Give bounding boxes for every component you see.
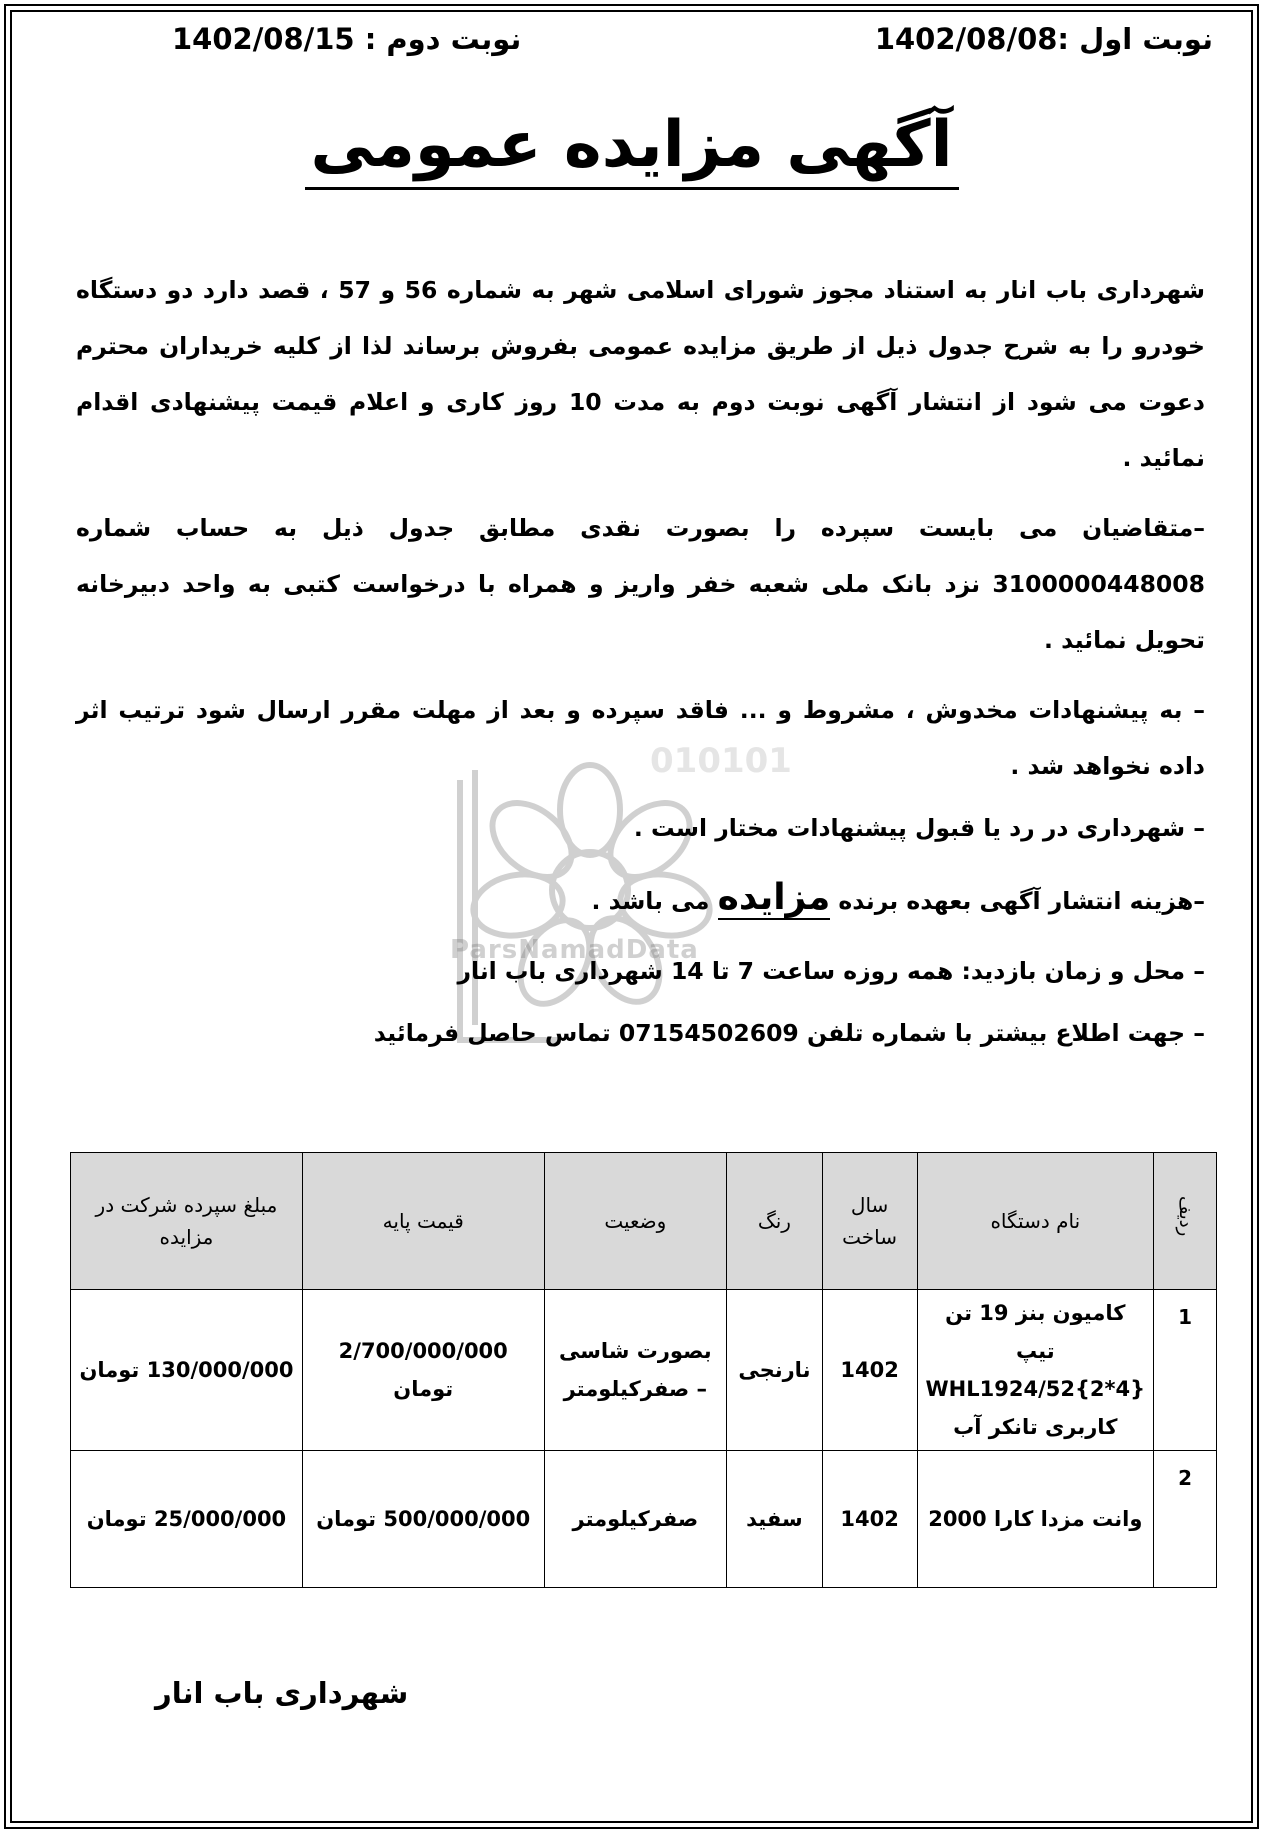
row-name: وانت مزدا کارا 2000: [917, 1451, 1154, 1588]
header-name: نام دستگاه: [917, 1153, 1154, 1290]
paragraph-visit: – محل و زمان بازدید: همه روزه ساعت 7 تا 14 شهرداری باب انار: [457, 957, 1205, 985]
table-row: [71, 1290, 1217, 1451]
cost-text-before: –هزینه انتشار آگهی بعهده برنده: [830, 887, 1205, 915]
row-color: سفید: [727, 1451, 823, 1588]
watermark-brand: ParsNamadData: [450, 935, 699, 965]
row-base-price: 2/700/000/000 تومان: [302, 1290, 544, 1451]
header-status: وضعیت: [544, 1153, 727, 1290]
row-year: 1402: [822, 1451, 917, 1588]
row-status: بصورت شاسی – صفرکیلومتر: [544, 1290, 727, 1451]
table-header-row: [71, 1153, 1217, 1290]
header-base-price: قیمت پایه: [302, 1153, 544, 1290]
row-index: 1: [1154, 1290, 1217, 1451]
paragraph-cost: [76, 870, 1205, 929]
row-status: صفرکیلومتر: [544, 1451, 727, 1588]
paragraph-deposit: –متقاضیان می بایست سپرده را بصورت نقدی مطابق جدول ذیل به حساب شماره 3100000448008 نزد بانک ملی شعبه خفر واریز و همراه با درخواست کتبی به واحد دبیرخانه تحویل نمائید .: [76, 514, 1205, 654]
first-notice-date: نوبت اول :1402/08/08: [874, 22, 1213, 56]
header-index: ردیف: [1154, 1153, 1217, 1290]
notice-body: [76, 262, 1205, 1067]
paragraph-intro: شهرداری باب انار به استناد مجوز شورای اسلامی شهر به شماره 56 و 57 ، قصد دارد دو دستگاه خودرو را به شرح جدول ذیل از طریق مزایده عمومی بفروش برساند لذا از کلیه خریداران محترم دعوت می شود از انتشار آگهی نوبت دوم به مدت 10 روز کاری و اعلام قیمت پیشنهادی اقدام نمائید .: [76, 276, 1205, 472]
row-index: 2: [1154, 1451, 1217, 1588]
second-notice-date: نوبت دوم : 1402/08/15: [172, 22, 522, 56]
table-row: [71, 1451, 1217, 1588]
watermark-digits: 010101: [650, 741, 792, 781]
auction-table: [70, 1152, 1217, 1588]
signature: شهرداری باب انار: [155, 1676, 409, 1710]
row-color: نارنجی: [727, 1290, 823, 1451]
row-base-price: 500/000/000 تومان: [302, 1451, 544, 1588]
page-title: [0, 108, 1263, 190]
notice-dates: [50, 22, 1213, 72]
header-deposit: مبلغ سپرده شرکت در مزایده: [71, 1153, 303, 1290]
cost-text-after: می باشد .: [591, 887, 718, 915]
header-year: سال ساخت: [822, 1153, 917, 1290]
paragraph-contact: – جهت اطلاع بیشتر با شماره تلفن 07154502609 تماس حاصل فرمائید: [373, 1019, 1205, 1047]
row-deposit: 130/000/000 تومان: [71, 1290, 303, 1451]
row-name: کامیون بنز 19 تن تیپ WHL1924/52{2*4} کاربری تانکر آب: [917, 1290, 1154, 1451]
cost-big-word: مزایده: [717, 877, 831, 918]
paragraph-invalid-bids: – به پیشنهادات مخدوش ، مشروط و ... فاقد سپرده و بعد از مهلت مقرر ارسال شود ترتیب اثر داده نخواهد شد .: [76, 696, 1205, 780]
row-deposit: 25/000/000 تومان: [71, 1451, 303, 1588]
paragraph-rights: – شهرداری در رد یا قبول پیشنهادات مختار است .: [633, 814, 1205, 842]
row-year: 1402: [822, 1290, 917, 1451]
page-title-text: آگهی مزایده عمومی: [305, 109, 959, 190]
header-color: رنگ: [727, 1153, 823, 1290]
